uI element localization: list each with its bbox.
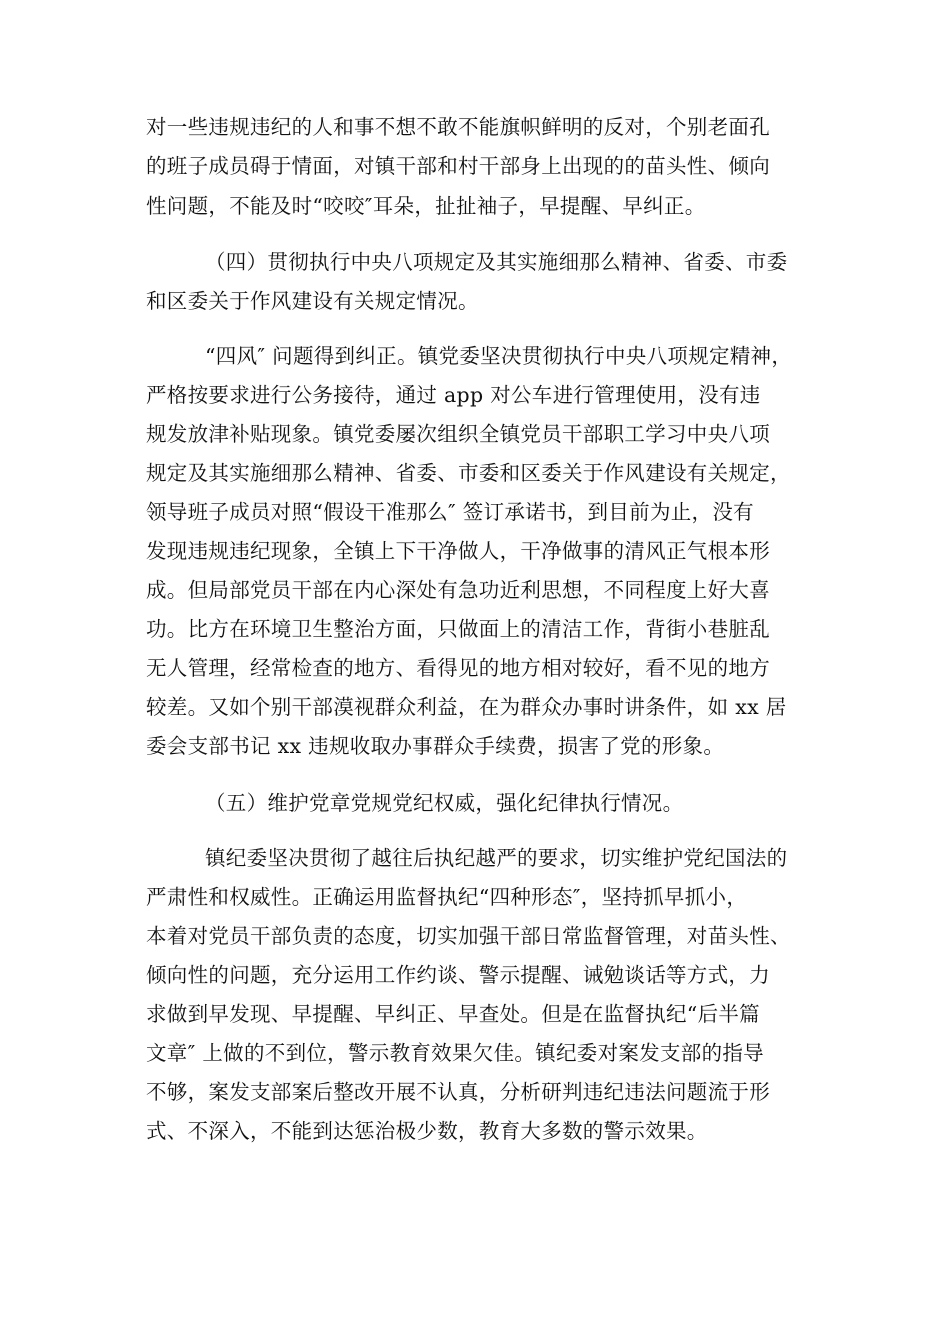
text-line: “四风″ 问题得到纠正。镇党委坚决贯彻执行中央八项规定精神， xyxy=(205,344,793,368)
heading-line: （四）贯彻执行中央八项规定及其实施细那么精神、省委、市委 xyxy=(205,250,788,274)
text-line: 倾向性的问题，充分运用工作约谈、警示提醒、诫勉谈话等方式，力 xyxy=(146,963,770,987)
text-line: 不够，案发支部案后整改开展不认真，分析研判违纪违法问题流于形 xyxy=(146,1080,770,1104)
text-line: 本着对党员干部负责的态度，切实加强干部日常监督管理，对苗头性、 xyxy=(146,924,791,948)
text-line: 严格按要求进行公务接待，通过 app 对公车进行管理使用，没有违 xyxy=(146,383,761,407)
text-line: 无人管理，经常检查的地方、看得见的地方相对较好，看不见的地方 xyxy=(146,656,770,680)
text-line: 较差。又如个别干部漠视群众利益，在为群众办事时讲条件，如 xx 居 xyxy=(146,695,787,719)
text-line: 严肃性和权威性。正确运用监督执纪“四种形态″，坚持抓早抓小， xyxy=(146,885,748,909)
text-line: 规发放津补贴现象。镇党委屡次组织全镇党员干部职工学习中央八项 xyxy=(146,422,770,446)
text-line: 对一些违规违纪的人和事不想不敢不能旗帜鲜明的反对，个别老面孔 xyxy=(146,115,770,139)
text-line: 发现违规违纪现象，全镇上下干净做人，干净做事的清风正气根本形 xyxy=(146,539,770,563)
text-line: 成。但局部党员干部在内心深处有急功近利思想，不同程度上好大喜 xyxy=(146,578,770,602)
text-line: 文章″ 上做的不到位，警示教育效果欠佳。镇纪委对案发支部的指导 xyxy=(146,1041,764,1065)
text-line: 求做到早发现、早提醒、早纠正、早查处。但是在监督执纪“后半篇 xyxy=(146,1002,760,1026)
heading-line: 和区委关于作风建设有关规定情况。 xyxy=(146,289,479,313)
text-line: 性问题，不能及时“咬咬″耳朵，扯扯袖子，早提醒、早纠正。 xyxy=(146,194,706,218)
text-line: 的班子成员碍于情面，对镇干部和村干部身上出现的的苗头性、倾向 xyxy=(146,154,770,178)
text-line: 式、不深入，不能到达惩治极少数，教育大多数的警示效果。 xyxy=(146,1119,708,1143)
text-line: 委会支部书记 xx 违规收取办事群众手续费，损害了党的形象。 xyxy=(146,734,725,758)
text-line: 规定及其实施细那么精神、省委、市委和区委关于作风建设有关规定， xyxy=(146,461,791,485)
heading-line: （五）维护党章党规党纪权威，强化纪律执行情况。 xyxy=(205,791,684,815)
text-line: 镇纪委坚决贯彻了越往后执纪越严的要求，切实维护党纪国法的 xyxy=(205,846,788,870)
text-line: 领导班子成员对照“假设干准那么″ 签订承诺书，到目前为止，没有 xyxy=(146,500,754,524)
text-line: 功。比方在环境卫生整治方面，只做面上的清洁工作，背街小巷脏乱 xyxy=(146,617,770,641)
